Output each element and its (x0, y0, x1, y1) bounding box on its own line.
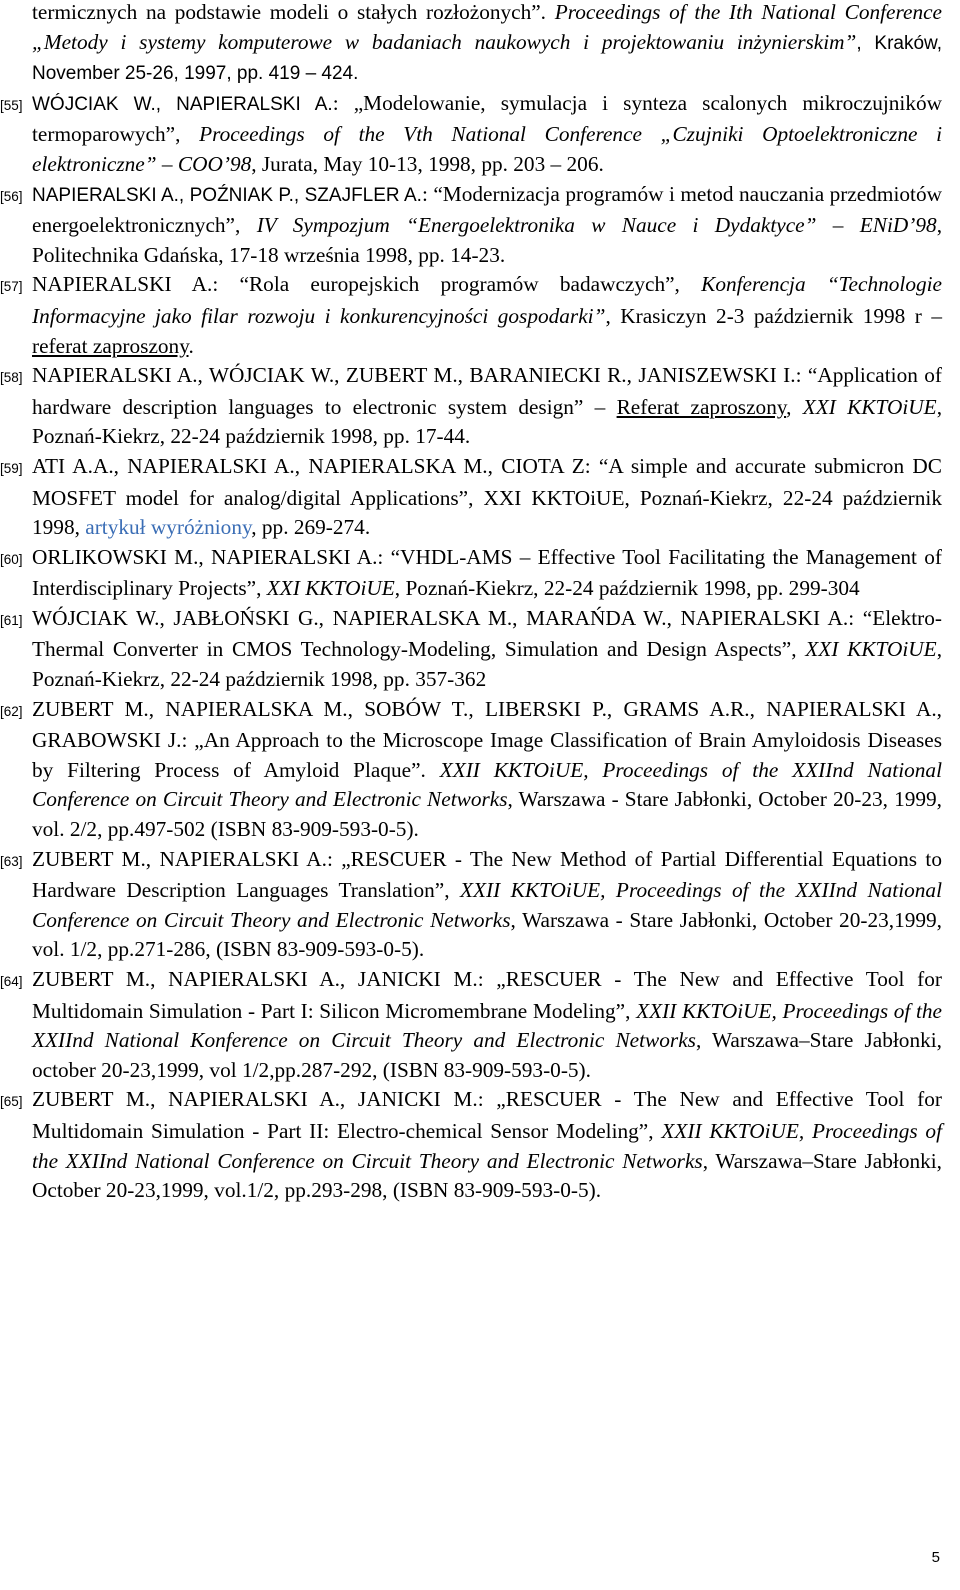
ref-venue: Konferencja “Technologie Informacyjne jako filar rozwoju i konkurencyjności gospodarki” (32, 272, 942, 328)
ref-text: , Kraków, November 25-26, 1997, pp. 419 – 424. (32, 32, 942, 85)
reference-item (0, 270, 942, 361)
ref-text: ORLIKOWSKI M., NAPIERALSKI A.: “VHDL-AMS – Effective Tool Facilitating the Management of Interdisciplinary Projects”, (32, 544, 942, 601)
ref-number: [65] (0, 1094, 23, 1110)
ref-text: , (786, 394, 803, 419)
ref-number: [59] (0, 460, 23, 476)
page-number: 5 (931, 1549, 940, 1566)
reference-item (0, 452, 942, 543)
ref-text: WÓJCIAK W., JABŁOŃSKI G., NAPIERALSKA M., MARAŃDA W., NAPIERALSKI A.: “Elektro-Thermal Converter in CMOS Technology-Modeling, Simulation and Design Aspects”, (32, 605, 942, 662)
reference-item (0, 1085, 943, 1205)
ref-number: [58] (0, 370, 23, 386)
ref-venue: XXI KKTOiUE (266, 576, 395, 601)
ref-venue: XXII KKTOiUE, Proceedings of the XXIInd National Conference on Circuit Theory and Electronic Networks (32, 878, 942, 932)
ref-text: ZUBERT M., NAPIERALSKI A., JANICKI M.: „RESCUER - The New and Effective Tool for Multidomain Simulation - Part I: Silicon Micromembrane Modeling”, (32, 967, 942, 1023)
reference-item (0, 89, 943, 180)
ref-text: ZUBERT M., NAPIERALSKA M., SOBÓW T., LIBERSKI P., GRAMS A.R., NAPIERALSKI A., GRABOWSKI J.: „An Approach to the Microscope Image Classification of Brain Amyloidosis Diseases by Filtering Process of Amyloid Plaque”. (32, 696, 942, 782)
ref-number: [62] (0, 703, 23, 719)
ref-venue: XXII KKTOiUE, Proceedings of the XXIInd National Konference on Circuit Theory and Electronic Networks (32, 998, 943, 1053)
ref-text: , Poznań-Kiekrz, 22-24 październik 1998, pp. 17-44. (32, 394, 943, 449)
ref-text: ZUBERT M., NAPIERALSKI A.: „RESCUER - The New Method of Partial Differential Equations to Hardware Description Languages Translation”, (32, 846, 942, 903)
ref-text: : „Modelowanie, symulacja i synteza scalonych mikroczujników termoparowych”, (32, 90, 943, 147)
ref-text: termicznych na podstawie modeli o stałych rozłożonych”. (32, 0, 555, 24)
ref-number: [55] (0, 97, 23, 113)
ref-text: , Poznań-Kiekrz, 22-24 październik 1998, pp. 357-362 (32, 637, 943, 692)
ref-text: , Warszawa–Stare Jabłonki, October 20-23,1999, vol.1/2, pp.293-298, (ISBN 83-909-593-0-5). (32, 1148, 943, 1203)
ref-text: , Politechnika Gdańska, 17-18 września 1998, pp. 14-23. (32, 213, 943, 267)
ref-authors: NAPIERALSKI A., POŹNIAK P., SZAJFLER A. (32, 184, 422, 206)
ref-venue: XXII KKTOiUE, Proceedings of the XXIInd National Conference on Circuit Theory and Electronic Networks (32, 1118, 942, 1173)
ref-venue: Proceedings of the Vth National Conference „Czujniki Optoelektroniczne i elektroniczne” – COO’98 (32, 122, 942, 176)
ref-venue: Proceedings of the Ith National Conference „Metody i systemy komputerowe w badaniach naukowych i projektowaniu inżynierskim” (32, 0, 943, 54)
ref-text: , Poznań-Kiekrz, 22-24 październik 1998, pp. 299-304 (394, 576, 860, 601)
ref-text: , pp. 269-274. (251, 515, 371, 540)
ref-number: [61] (0, 612, 23, 628)
reference-item (0, 361, 943, 452)
ref-number: [56] (0, 188, 23, 204)
ref-award: artykuł wyróżniony (85, 515, 252, 540)
ref-venue: IV Sympozjum “Energoelektronika w Nauce i Dydaktyce” – ENiD’98 (256, 213, 937, 238)
reference-item (0, 845, 942, 965)
reference-item (0, 604, 943, 695)
ref-number: [57] (0, 279, 23, 295)
reference-continuation (32, 0, 942, 89)
reference-item (0, 695, 942, 845)
ref-text: , Warszawa - Stare Jabłonki, October 20-23,1999, vol. 1/2, pp.271-286, (ISBN 83-909-593-0-5). (32, 907, 942, 962)
reference-item (0, 965, 943, 1085)
reference-item (0, 543, 942, 604)
ref-text: , Krasiczyn 2-3 październik 1998 r – (605, 303, 942, 328)
ref-text: , Warszawa - Stare Jabłonki, October 20-23, 1999, vol. 2/2, pp.497-502 (ISBN 83-909-593-0-5). (32, 787, 942, 842)
ref-venue: XXI KKTOiUE (805, 637, 937, 662)
ref-text: . (188, 333, 194, 358)
ref-text: , Jurata, May 10-13, 1998, pp. 203 – 206. (251, 151, 604, 176)
ref-text: NAPIERALSKI A., WÓJCIAK W., ZUBERT M., BARANIECKI R., JANISZEWSKI I.: “Application of hardware description languages to electronic system design” – (32, 363, 942, 419)
ref-number: [63] (0, 853, 23, 869)
ref-venue: XXII KKTOiUE, Proceedings of the XXIInd National Conference on Circuit Theory and Electronic Networks (32, 757, 942, 812)
ref-text: : “Modernizacja programów i metod nauczania przedmiotów energoelektronicznych”, (32, 181, 942, 238)
ref-authors: WÓJCIAK W., NAPIERALSKI A. (32, 93, 333, 115)
ref-note: Referat zaproszony (616, 394, 787, 419)
ref-text: ATI A.A., NAPIERALSKI A., NAPIERALSKA M., CIOTA Z: “A simple and accurate submicron DC MOSFET model for analog/digital Applications”, XXI KKTOiUE, Poznań-Kiekrz, 22-24 październik 1998, (32, 453, 942, 540)
reference-item (0, 180, 943, 271)
ref-number: [64] (0, 974, 23, 989)
ref-number: [60] (0, 551, 23, 567)
ref-venue: XXI KKTOiUE (802, 394, 937, 419)
ref-text: NAPIERALSKI A.: “Rola europejskich programów badawczych”, (32, 272, 702, 297)
ref-text: , Warszawa–Stare Jabłonki, october 20-23,1999, vol 1/2,pp.287-292, (ISBN 83-909-593-0-5). (32, 1028, 942, 1082)
ref-text: ZUBERT M., NAPIERALSKI A., JANICKI M.: „RESCUER - The New and Effective Tool for Multidomain Simulation - Part II: Electro-chemical Sensor Modeling”, (32, 1087, 942, 1143)
ref-note: referat zaproszony (32, 333, 189, 358)
